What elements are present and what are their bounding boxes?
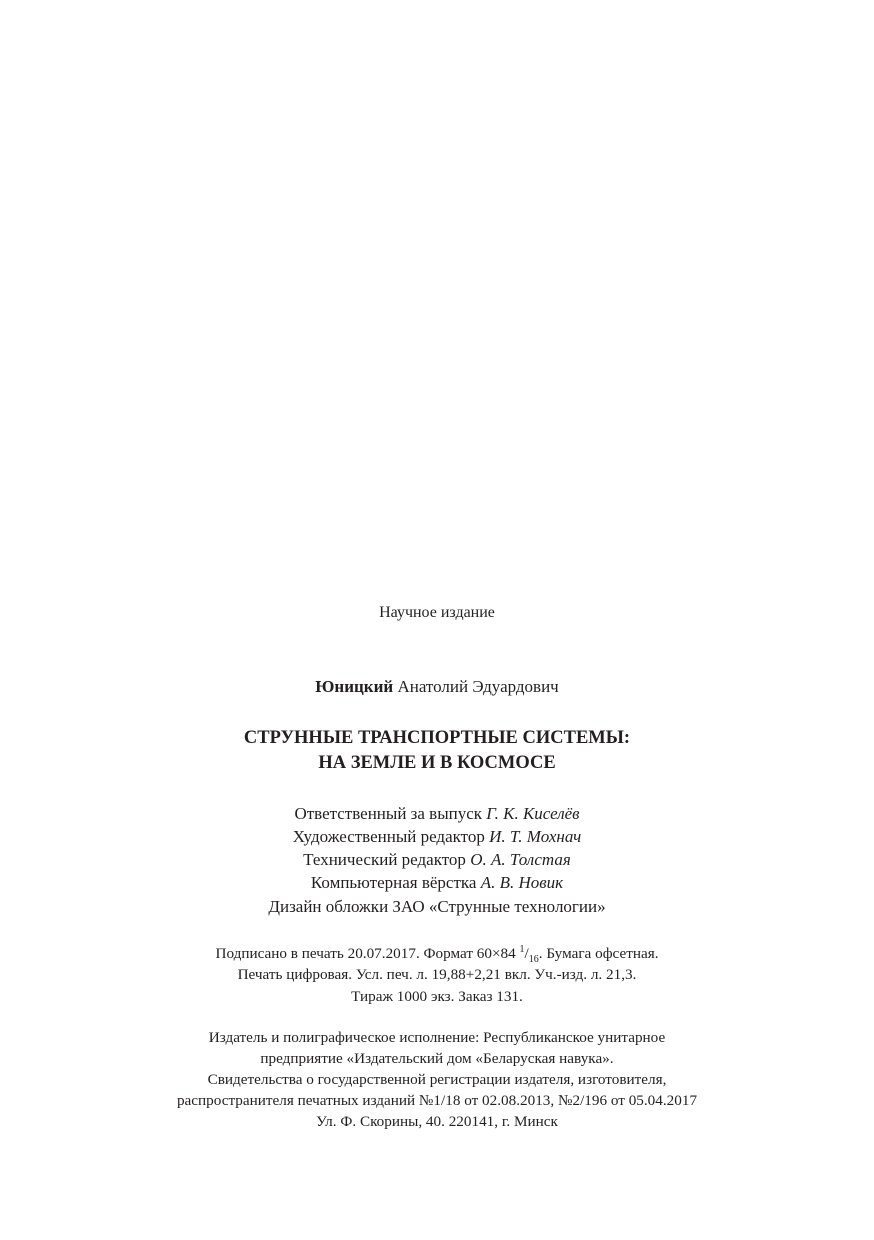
credit-line: [0, 827, 874, 847]
print-details-line-2: Печать цифровая. Усл. печ. л. 19,88+2,21 вкл. Уч.-изд. л. 21,3.: [237, 966, 637, 983]
credit-role: Художественный редактор: [292, 827, 490, 846]
format-denominator: 16: [528, 954, 539, 965]
print-details-line-1: [0, 944, 874, 965]
book-title-line-2: НА ЗЕМЛЕ И В КОСМОСЕ: [318, 753, 556, 773]
credit-line: [0, 850, 874, 870]
print-details-line-3: Тираж 1000 экз. Заказ 131.: [351, 988, 523, 1005]
edition-type: Научное издание: [379, 604, 495, 621]
credit-person: И. Т. Мохнач: [489, 827, 582, 846]
credit-person: О. А. Толстая: [470, 850, 571, 869]
author-surname: Юницкий: [315, 677, 394, 696]
credit-role: Компьютерная вёрстка: [310, 873, 481, 892]
publisher-line-4: распространителя печатных изданий №1/18 от 02.08.2013, №2/196 от 05.04.2017: [176, 1092, 698, 1109]
publisher-line-2: предприятие «Издательский дом «Беларуская навука».: [260, 1050, 614, 1067]
credit-role: Технический редактор: [303, 850, 471, 869]
print-details-suffix: . Бумага офсетная.: [538, 945, 659, 962]
credit-line: [0, 804, 874, 824]
author-given-names: Анатолий Эдуардович: [393, 677, 559, 696]
print-details-prefix: Подписано в печать 20.07.2017. Формат 60×84: [215, 945, 520, 962]
format-slash: /: [524, 945, 529, 962]
credit-person: А. В. Новик: [480, 873, 564, 892]
book-title-line-1: СТРУННЫЕ ТРАНСПОРТНЫЕ СИСТЕМЫ:: [243, 728, 631, 748]
author-name: [0, 677, 874, 697]
publisher-line-1: Издатель и полиграфическое исполнение: Республиканское унитарное: [208, 1029, 666, 1046]
credit-role: Ответственный за выпуск: [294, 804, 487, 823]
format-numerator: 1: [519, 944, 525, 955]
credit-line: [0, 897, 874, 917]
publisher-line-3: Свидетельства о государственной регистрации издателя, изготовителя,: [207, 1071, 667, 1088]
credit-person: Г. К. Киселёв: [486, 804, 580, 823]
credit-role: Дизайн обложки ЗАО «Струнные технологии»: [268, 897, 606, 916]
credit-line: [0, 873, 874, 893]
publisher-address: Ул. Ф. Скорины, 40. 220141, г. Минск: [316, 1113, 558, 1130]
